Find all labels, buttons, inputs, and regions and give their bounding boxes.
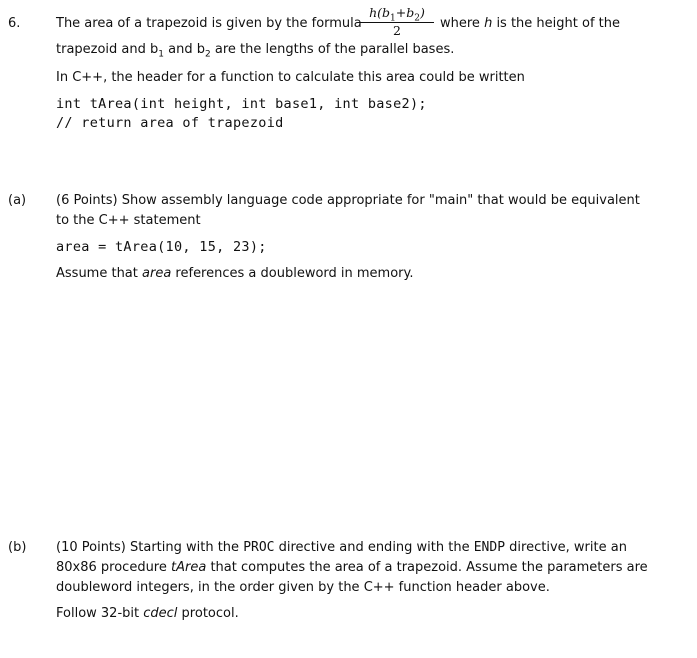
formula-numerator-h: h(b [369, 5, 391, 20]
intro-text: The area of a trapezoid is given by the formula [56, 16, 362, 31]
part-b-line2-a: 80x86 procedure [56, 560, 172, 575]
part-a-assume [56, 266, 413, 281]
part-a-label: (a) [8, 193, 27, 208]
proc-directive: PROC [243, 540, 275, 555]
formula-sub2: 2 [414, 13, 420, 24]
part-a-line1: (6 Points) Show assembly language code appropriate for "main" that would be equivalent [56, 193, 640, 208]
formula-numerator-close: ) [420, 5, 425, 20]
intro-height-text: is the height of the [492, 16, 620, 31]
line2-part-a: trapezoid and b [56, 42, 159, 57]
follow-text-before: Follow 32-bit [56, 606, 144, 621]
assume-text-before: Assume that [56, 266, 143, 281]
part-b-label: (b) [8, 540, 27, 555]
area-formula [358, 5, 436, 38]
follow-text-after: protocol. [177, 606, 239, 621]
part-b-follow [56, 606, 239, 621]
intro-continuation [440, 16, 620, 31]
assume-area-italic: area [142, 266, 172, 281]
line2-part-c: are the lengths of the parallel bases. [210, 42, 455, 57]
part-b-line2-b: that computes the area of a trapezoid. Assume the parameters are [206, 560, 648, 575]
part-a-line2: to the C++ statement [56, 213, 201, 228]
question-intro [56, 16, 362, 31]
cdecl-italic: cdecl [143, 606, 178, 621]
part-b-line2 [56, 560, 648, 575]
formula-denominator: 2 [393, 23, 401, 38]
assume-text-after: references a doubleword in memory. [171, 266, 414, 281]
tarea-italic: tArea [171, 560, 207, 575]
part-a-code: area = tArea(10, 15, 23); [56, 239, 267, 255]
formula-sub1: 1 [390, 13, 396, 24]
code-comment: // return area of trapezoid [56, 115, 284, 131]
formula-numerator [358, 5, 436, 24]
intro-where: where [440, 16, 485, 31]
line2-sub1: 1 [158, 49, 165, 60]
part-b-line3: doubleword integers, in the order given by the C++ function header above. [56, 580, 550, 595]
question-intro-line2 [56, 42, 454, 60]
endp-directive: ENDP [473, 540, 506, 555]
line2-sub2: 2 [205, 49, 211, 60]
code-function-header: int tArea(int height, int base1, int base2); [56, 96, 427, 112]
part-b-line1 [56, 540, 627, 555]
part-b-line1-b: directive and ending with the [274, 540, 474, 555]
part-b-line1-a: (10 Points) Starting with the [56, 540, 244, 555]
formula-numerator-plus: +b [395, 5, 415, 20]
part-b-line1-c: directive, write an [505, 540, 627, 555]
intro-h-italic: h [484, 16, 493, 31]
question-number: 6. [8, 16, 21, 31]
cpp-header-intro: In C++, the header for a function to calculate this area could be written [56, 70, 525, 85]
line2-part-b: and b [164, 42, 205, 57]
